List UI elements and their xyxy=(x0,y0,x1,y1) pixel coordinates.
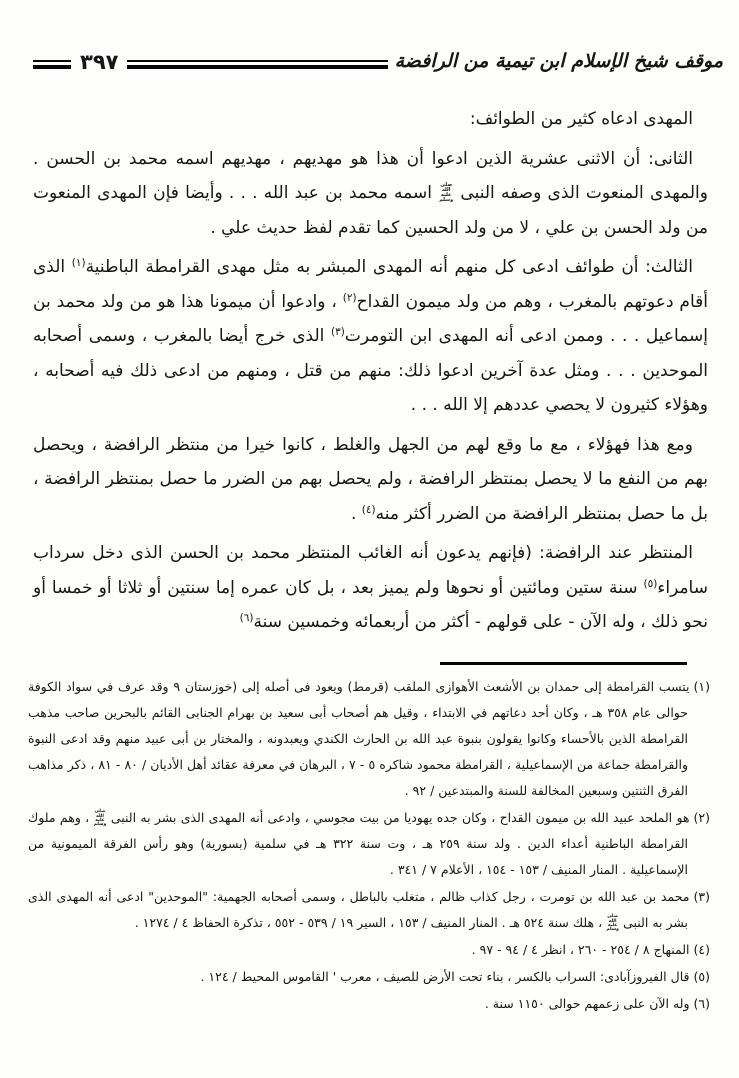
footnote-text: المنهاج ٨ / ٢٥٤ - ٢٦٠ ، انظر ٤ / ٩٤ - ٩٧ . xyxy=(471,942,690,957)
footnote-text: قال الفيروزآبادى: السراب بالكسر ، بناء تحت الأرض للصيف ، معرب ' القاموس المحيط / ١٢٤ . xyxy=(200,969,690,984)
footnote-marker: (٤) xyxy=(693,942,710,957)
paragraph: المنتظر عند الرافضة: (فإنهم يدعون أنه الغائب المنتظر محمد بن الحسن الذى دخل سرداب سامراء$^{(٥)}$ سنة ستين ومائتين أو نحوها ولم يميز بعد ، بل كان عمره إما سنتين أو ثلاثا أو خمسا أو نحو ذلك ، وله الآن - على قولهم - أكثر من أربعمائه وخمسين سنة$^{(٦)}$ xyxy=(33,543,708,632)
footnote-marker: (٦) xyxy=(693,996,710,1011)
footnote-item xyxy=(28,805,710,883)
page-number: ٣٩٧ xyxy=(80,50,119,74)
footnote-item xyxy=(28,884,710,936)
paragraph: المهدى ادعاه كثير من الطوائف: xyxy=(469,109,693,129)
footnote-item xyxy=(28,937,710,963)
pbuh-symbol: صلى الله عليه وسلم xyxy=(606,914,619,932)
paragraph: الثانى: أن الاثنى عشرية الذين ادعوا أن هذا هو مهديهم ، مهديهم اسمه محمد بن الحسن . والمهدى المنعوت الذى وصفه النبى صلى الله عليه وسلم اسمه محمد بن عبد الله . . . وأيضا فإن المهدى المنعوت من ولد الحسن بن علي ، لا من ولد الحسين كما تقدم لفظ حديث علي . xyxy=(33,148,708,238)
footnote-marker: (٣) xyxy=(693,889,710,904)
footnote-item xyxy=(28,991,710,1017)
header-rule-left xyxy=(33,60,71,69)
footnote-marker: (١) xyxy=(693,679,711,694)
footnote-text: هو الملحد عبيد الله بن ميمون القداح ، وكان جده يهوديا من بيت مجوسي ، وادعى أنه المهدى الذى بشر به النبى صلى الله عليه وسلم ، وهم ملوك القرامطة الباطنية أعداء الدين . ولد سنة ٢٥٩ هـ ، وت سنة ٣٢٢ هـ في سلمية (بسورية) وهو رأس الفرقة الميمونية من الإسماعيلية . المنار المنيف / ١٥٣ - ١٥٤ ، الأعلام ٧ / ٣٤١ . xyxy=(28,809,690,877)
footnote-text: محمد بن عبد الله بن تومرت ، رجل كذاب ظالم ، متغلب بالباطل ، وسمى أصحابه الجهمية: "الموحدين" ادعى أنه المهدى الذى بشر به النبى صلى الله عليه وسلم ، هلك سنة ٥٢٤ هـ . المنار المنيف / ١٥٣ ، السير ١٩ / ٥٣٩ - ٥٥٢ ، تذكرة الحفاظ ٤ / ١٢٧٤ . xyxy=(28,889,690,932)
paragraph: ومع هذا فهؤلاء ، مع ما وقع لهم من الجهل والغلط ، كانوا خيرا من منتظر الرافضة ، ويحصل بهم من النفع ما لا يحصل بمنتظر الرافضة ، ولم يحصل بهم من الضرر ما حصل بمنتظر الرافضة ، بل ما حصل بمنتظر الرافضة من الضرر أكثر منه$^{(٤)}$ . xyxy=(33,434,708,524)
footnote-separator xyxy=(440,662,687,665)
pbuh-symbol: صلى الله عليه وسلم xyxy=(93,809,107,827)
book-title: موقف شيخ الإسلام ابن تيمية من الرافضة xyxy=(394,50,723,72)
paragraph: الثالث: أن طوائف ادعى كل منهم أنه المهدى المبشر به مثل مهدى القرامطة الباطنية$^{(١)}$ الذى أقام دعوتهم بالمغرب ، وهم من ولد ميمون القداح$^{(٢)}$ ، وادعوا أن ميمونا هذا هو من ولد محمد بن إسماعيل . . . وممن ادعى أنه المهدى ابن التومرت$^{(٣)}$ الذى خرج أيضا بالمغرب ، وسمى أصحابه الموحدين . . . ومثل عدة آخرين ادعوا ذلك: منهم من قتل ، ومنهم من ادعى ذلك فيه أصحابه ، وهؤلاء كثيرون لا يحصي عددهم إلا الله . . . xyxy=(33,257,709,415)
body-text xyxy=(33,102,708,645)
footnote-item xyxy=(28,674,710,804)
footnote-text: وله الآن على زعمهم حوالى ١١٥٠ سنة . xyxy=(484,996,690,1011)
footnote-marker: (٥) xyxy=(693,969,710,984)
footnote-marker: (٢) xyxy=(693,810,710,825)
header-rule-main xyxy=(127,60,387,69)
footnote-text: يتسب القرامطة إلى حمدان بن الأشعث الأهوازى الملقب (قرمط) ويعود فى أصله إلى (خوزستان ٩ وقد عرف في سواد الكوفة حوالى عام ٣٥٨ هـ ، وكان أحد دعاتهم في الابتداء ، وقيل هم أصحاب أبى سعيد بن بهرام الجنابى القائم بالبحرين صاحب مذهب القرامطة الذين بالأحساء وكانوا يقولون بنبوة عبد الله بن الحارث الكندي ويعبدونه ، والمختار بن أبى عبيد منهم وقد ادعى النبوة والقرامطة جماعة من الإسماعيلية ، القرامطة محمود شاكره ٥ - ٧ ، البرهان في معرفة عقائد أهل الأديان / ٨٠ - ٨١ ، ذكر مذاهب الفرق الثنتين وسبعين المخالفة للسنة والمبتدعين / ٩٢ . xyxy=(28,679,690,798)
footnote-item xyxy=(28,964,710,990)
footnotes-section xyxy=(28,674,710,1052)
pbuh-symbol: صلى الله عليه وسلم xyxy=(439,182,454,203)
page-header xyxy=(33,47,723,81)
